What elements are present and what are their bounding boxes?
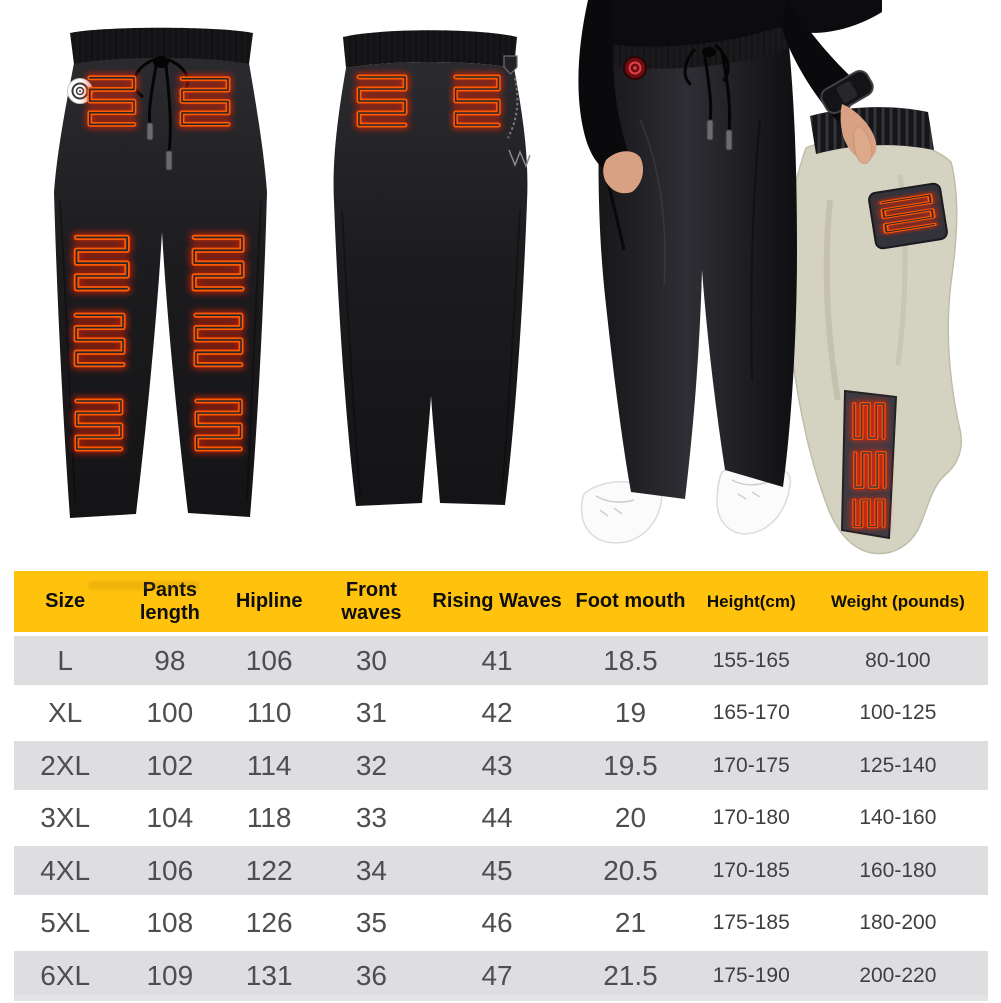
- drawstring-tip: [707, 120, 713, 140]
- value-cell: 170-175: [695, 739, 808, 792]
- value-cell: 33: [315, 792, 428, 845]
- value-cell: 45: [428, 844, 566, 897]
- size-chart: [14, 571, 988, 1003]
- size-cell: XL: [14, 687, 116, 740]
- value-cell: 21.5: [566, 949, 695, 1002]
- value-cell: 170-185: [695, 844, 808, 897]
- value-cell: 21: [566, 897, 695, 950]
- value-cell: 100-125: [808, 687, 988, 740]
- size-cell: L: [14, 634, 116, 687]
- value-cell: 42: [428, 687, 566, 740]
- value-cell: 80-100: [808, 634, 988, 687]
- table-row: [14, 792, 988, 845]
- value-cell: 98: [116, 634, 223, 687]
- value-cell: 20.5: [566, 844, 695, 897]
- value-cell: 175-190: [695, 949, 808, 1002]
- upper-heating-patch: [868, 183, 948, 250]
- column-header: Foot mouth: [566, 571, 695, 634]
- value-cell: 155-165: [695, 634, 808, 687]
- size-chart-body: [14, 634, 988, 1002]
- value-cell: 109: [116, 949, 223, 1002]
- value-cell: 100: [116, 687, 223, 740]
- value-cell: 160-180: [808, 844, 988, 897]
- value-cell: 102: [116, 739, 223, 792]
- value-cell: 122: [223, 844, 315, 897]
- value-cell: 175-185: [695, 897, 808, 950]
- column-header: Rising Waves: [428, 571, 566, 634]
- value-cell: 19.5: [566, 739, 695, 792]
- value-cell: 108: [116, 897, 223, 950]
- lower-heating-patch: [842, 391, 896, 538]
- value-cell: 41: [428, 634, 566, 687]
- table-row: [14, 949, 988, 1002]
- back-pants-image: [334, 30, 530, 506]
- front-pants-image: [54, 28, 267, 518]
- size-cell: 5XL: [14, 897, 116, 950]
- table-row: [14, 634, 988, 687]
- watermark-smudge: [88, 581, 200, 590]
- value-cell: 36: [315, 949, 428, 1002]
- value-cell: 19: [566, 687, 695, 740]
- drawstring-tip: [147, 123, 153, 140]
- value-cell: 20: [566, 792, 695, 845]
- value-cell: 104: [116, 792, 223, 845]
- size-cell: 4XL: [14, 844, 116, 897]
- model-pants: [599, 45, 797, 499]
- value-cell: 126: [223, 897, 315, 950]
- next-row-edge: [14, 995, 988, 1001]
- value-cell: 118: [223, 792, 315, 845]
- column-header: Front waves: [315, 571, 428, 634]
- column-header: Size: [14, 571, 116, 634]
- value-cell: 114: [223, 739, 315, 792]
- value-cell: 140-160: [808, 792, 988, 845]
- value-cell: 47: [428, 949, 566, 1002]
- value-cell: 106: [116, 844, 223, 897]
- size-cell: 6XL: [14, 949, 116, 1002]
- table-row: [14, 739, 988, 792]
- value-cell: 46: [428, 897, 566, 950]
- value-cell: 43: [428, 739, 566, 792]
- power-button-icon: [624, 57, 646, 79]
- size-cell: 2XL: [14, 739, 116, 792]
- value-cell: 170-180: [695, 792, 808, 845]
- value-cell: 125-140: [808, 739, 988, 792]
- value-cell: 200-220: [808, 949, 988, 1002]
- drawstring-tip: [726, 130, 732, 150]
- column-header: Pants length: [116, 571, 223, 634]
- value-cell: 35: [315, 897, 428, 950]
- value-cell: 110: [223, 687, 315, 740]
- size-chart-table: [14, 571, 988, 991]
- column-header: Hipline: [223, 571, 315, 634]
- table-row: [14, 897, 988, 950]
- value-cell: 131: [223, 949, 315, 1002]
- value-cell: 165-170: [695, 687, 808, 740]
- value-cell: 34: [315, 844, 428, 897]
- size-cell: 3XL: [14, 792, 116, 845]
- table-row: [14, 687, 988, 740]
- value-cell: 44: [428, 792, 566, 845]
- value-cell: 180-200: [808, 897, 988, 950]
- value-cell: 32: [315, 739, 428, 792]
- drawstring-tip: [166, 151, 172, 170]
- value-cell: 18.5: [566, 634, 695, 687]
- fleece-lining-image: [770, 107, 980, 570]
- column-header: Height(cm): [695, 571, 808, 634]
- value-cell: 106: [223, 634, 315, 687]
- value-cell: 31: [315, 687, 428, 740]
- table-row: [14, 844, 988, 897]
- column-header: Weight (pounds): [808, 571, 988, 634]
- value-cell: 30: [315, 634, 428, 687]
